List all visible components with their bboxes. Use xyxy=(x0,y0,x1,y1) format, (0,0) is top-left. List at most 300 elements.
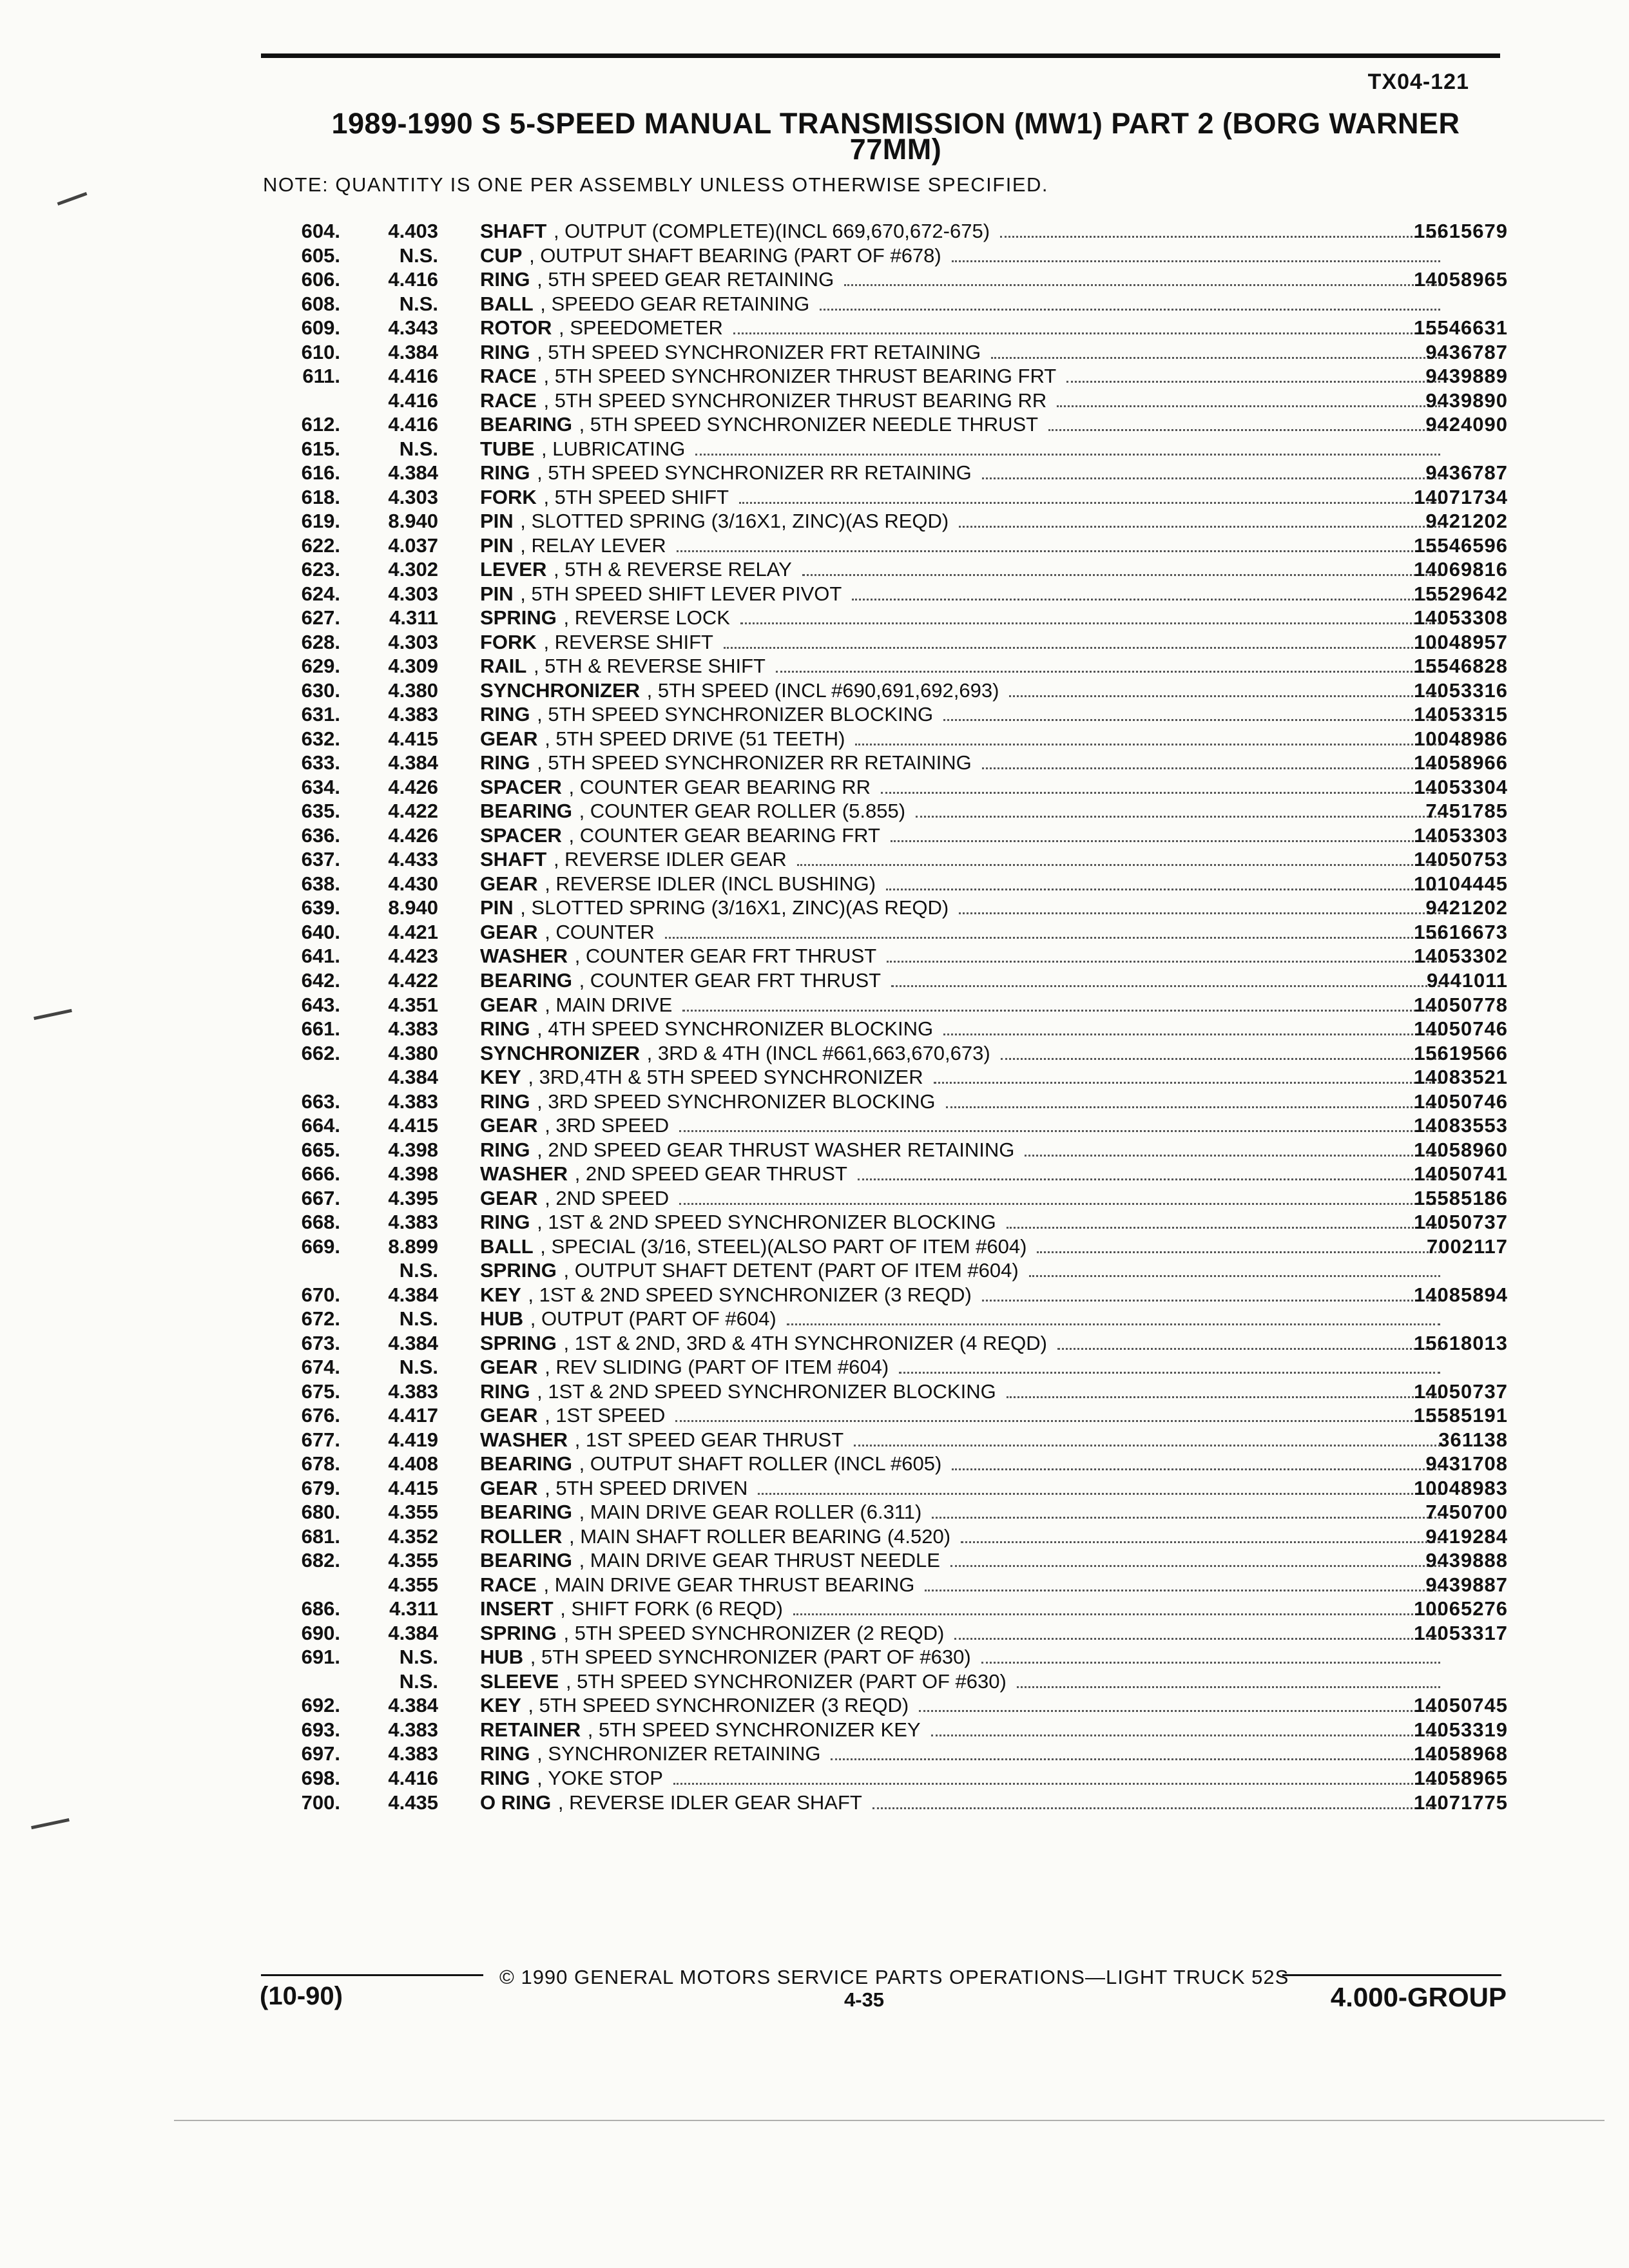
description-separator: , xyxy=(537,485,555,508)
part-description xyxy=(480,461,1447,485)
part-detail: 5TH SPEED SYNCHRONIZER FRT RETAINING xyxy=(548,340,981,363)
description-separator: , xyxy=(573,1549,590,1572)
part-detail: 3RD SPEED xyxy=(555,1114,670,1137)
description-separator: , xyxy=(514,510,532,533)
reference-number: 678. xyxy=(301,1452,340,1475)
reference-number: 609. xyxy=(301,316,340,340)
group-number: 4.343 xyxy=(388,316,438,340)
part-number: 14083553 xyxy=(1414,1114,1508,1137)
reference-number: 670. xyxy=(301,1283,340,1306)
dot-leader xyxy=(1048,414,1440,431)
dot-leader xyxy=(881,776,1440,794)
part-row xyxy=(303,1331,1508,1356)
part-number: 9421202 xyxy=(1425,510,1508,533)
group-number: 4.416 xyxy=(388,268,438,291)
part-name: BEARING xyxy=(480,1501,572,1524)
part-description xyxy=(480,1500,1447,1524)
part-description xyxy=(480,1766,1447,1790)
part-name: ROLLER xyxy=(480,1524,563,1548)
dot-leader xyxy=(724,631,1440,649)
dot-leader xyxy=(899,1356,1440,1374)
part-number: 9436787 xyxy=(1425,461,1508,485)
group-number: 4.430 xyxy=(388,872,438,895)
group-number: 4.422 xyxy=(388,800,438,823)
part-name: SPRING xyxy=(480,1621,557,1644)
group-number: 4.415 xyxy=(388,727,438,750)
part-number: 14058965 xyxy=(1414,268,1508,291)
dot-leader xyxy=(1007,1211,1440,1229)
part-number: 7450700 xyxy=(1425,1501,1508,1524)
description-separator: , xyxy=(514,533,532,557)
part-row xyxy=(303,1791,1508,1815)
group-number: 8.940 xyxy=(388,896,438,919)
part-row xyxy=(303,896,1508,920)
part-row xyxy=(303,219,1508,244)
part-description xyxy=(480,1476,1447,1500)
part-row xyxy=(303,1548,1508,1573)
dot-leader xyxy=(961,1526,1440,1543)
dot-leader xyxy=(982,462,1440,479)
part-row xyxy=(303,1258,1508,1283)
part-row xyxy=(303,461,1508,485)
description-separator: , xyxy=(539,993,556,1016)
description-separator: , xyxy=(569,1428,586,1451)
group-number: 8.940 xyxy=(388,510,438,533)
part-name: RACE xyxy=(480,365,537,388)
part-description xyxy=(480,1090,1447,1113)
dot-leader xyxy=(673,1767,1440,1785)
dot-leader xyxy=(1057,390,1440,407)
dot-leader xyxy=(776,655,1440,673)
group-number: 4.419 xyxy=(388,1428,438,1451)
reference-number: 623. xyxy=(301,558,340,581)
part-row xyxy=(303,993,1508,1017)
description-separator: , xyxy=(531,1138,548,1161)
group-number: 4.403 xyxy=(388,220,438,242)
dot-leader xyxy=(831,1743,1440,1760)
part-name: SYNCHRONIZER xyxy=(480,678,641,702)
description-separator: , xyxy=(522,1283,539,1306)
part-description xyxy=(480,1041,1447,1065)
part-number: 15529642 xyxy=(1414,582,1508,605)
group-number: N.S. xyxy=(399,1259,438,1282)
part-detail: OUTPUT (COMPLETE)(INCL 669,670,672-675) xyxy=(564,220,990,242)
reference-number: 635. xyxy=(301,800,340,823)
part-detail: MAIN DRIVE xyxy=(555,993,673,1016)
part-description xyxy=(480,1645,1447,1669)
group-number: 4.426 xyxy=(388,775,438,798)
part-name: PIN xyxy=(480,533,514,557)
reference-number: 630. xyxy=(301,678,340,702)
part-row xyxy=(303,1476,1508,1501)
group-number: N.S. xyxy=(399,292,438,315)
part-detail: MAIN DRIVE GEAR ROLLER (6.311) xyxy=(590,1501,922,1524)
reference-number: 636. xyxy=(301,823,340,847)
part-name: RING xyxy=(480,1017,530,1041)
description-separator: , xyxy=(525,1307,542,1331)
top-rule xyxy=(261,53,1500,58)
reference-number: 624. xyxy=(301,582,340,605)
part-detail: 3RD & 4TH (INCL #661,663,670,673) xyxy=(657,1041,990,1064)
part-row xyxy=(303,1355,1508,1379)
part-number: 14058965 xyxy=(1414,1767,1508,1789)
part-number: 15619566 xyxy=(1414,1041,1508,1064)
reference-number: 672. xyxy=(301,1307,340,1331)
group-number: 4.423 xyxy=(388,945,438,968)
dot-leader xyxy=(682,994,1440,1012)
part-detail: 1ST SPEED GEAR THRUST xyxy=(585,1428,844,1451)
part-number: 15618013 xyxy=(1414,1331,1508,1354)
part-row xyxy=(303,1573,1508,1597)
dot-leader xyxy=(981,1646,1440,1664)
part-detail: 5TH & REVERSE RELAY xyxy=(564,558,792,581)
dot-leader xyxy=(943,704,1440,721)
description-separator: , xyxy=(539,1476,556,1499)
description-separator: , xyxy=(548,220,565,242)
page-number: 4-35 xyxy=(844,1988,885,2011)
dot-leader xyxy=(1066,365,1440,383)
part-detail: 1ST SPEED xyxy=(555,1404,666,1427)
part-row xyxy=(303,1210,1508,1235)
part-row xyxy=(303,654,1508,678)
part-number: 15585191 xyxy=(1414,1404,1508,1427)
part-description xyxy=(480,702,1447,726)
part-row xyxy=(303,292,1508,316)
part-description xyxy=(480,1452,1447,1475)
part-number: 14050753 xyxy=(1414,848,1508,871)
dot-leader xyxy=(844,269,1440,286)
reference-number: 608. xyxy=(301,292,340,315)
group-number: 4.415 xyxy=(388,1114,438,1137)
group-number: 4.417 xyxy=(388,1404,438,1427)
group-number: 4.384 xyxy=(388,1283,438,1306)
group-number: 4.352 xyxy=(388,1524,438,1548)
description-separator: , xyxy=(539,920,556,943)
part-number: 14050737 xyxy=(1414,1211,1508,1234)
description-separator: , xyxy=(537,630,555,653)
group-number: 4.303 xyxy=(388,582,438,605)
part-name: GEAR xyxy=(480,727,538,750)
part-detail: 5TH SPEED SYNCHRONIZER (PART OF #630) xyxy=(541,1646,971,1669)
part-number: 7002117 xyxy=(1427,1235,1508,1258)
description-separator: , xyxy=(525,1646,542,1669)
part-number: 15546596 xyxy=(1414,533,1508,557)
description-separator: , xyxy=(531,1211,548,1234)
dot-leader xyxy=(679,1187,1440,1205)
part-detail: SLOTTED SPRING (3/16X1, ZINC)(AS REQD) xyxy=(531,510,949,533)
reference-number: 618. xyxy=(301,485,340,508)
reference-number: 612. xyxy=(301,413,340,436)
scan-edge-line xyxy=(174,2120,1605,2121)
reference-number: 642. xyxy=(301,968,340,992)
part-description xyxy=(480,219,1447,243)
dot-leader xyxy=(740,607,1440,624)
dot-leader xyxy=(852,583,1440,601)
description-separator: , xyxy=(537,1573,555,1596)
dot-leader xyxy=(665,921,1440,939)
part-row xyxy=(303,1718,1508,1742)
part-number: 14085894 xyxy=(1414,1283,1508,1306)
part-name: RING xyxy=(480,1767,530,1789)
group-number: 4.421 xyxy=(388,920,438,943)
dot-leader xyxy=(679,1115,1440,1132)
description-separator: , xyxy=(573,413,590,436)
part-detail: COUNTER GEAR BEARING RR xyxy=(579,775,871,798)
group-number: 4.383 xyxy=(388,1379,438,1403)
part-row xyxy=(303,1017,1508,1041)
description-separator: , xyxy=(569,1162,586,1186)
part-detail: 5TH & REVERSE SHIFT xyxy=(545,655,766,678)
group-number: 4.383 xyxy=(388,1742,438,1765)
part-row xyxy=(303,606,1508,630)
copyright-notice: © 1990 GENERAL MOTORS SERVICE PARTS OPERATIONS—LIGHT TRUCK 52S xyxy=(499,1966,1289,1988)
dot-leader xyxy=(943,1018,1440,1035)
part-row xyxy=(303,1524,1508,1549)
dot-leader xyxy=(793,1598,1440,1615)
reference-number: 637. xyxy=(301,848,340,871)
part-number: 9439888 xyxy=(1425,1549,1508,1572)
dot-leader xyxy=(675,1405,1440,1422)
part-description xyxy=(480,267,1447,291)
part-description xyxy=(480,1307,1447,1331)
part-detail: COUNTER GEAR BEARING FRT xyxy=(579,823,880,847)
group-number: 4.311 xyxy=(389,606,438,629)
dot-leader xyxy=(950,1550,1440,1567)
part-row xyxy=(303,316,1508,340)
part-detail: SHIFT FORK (6 REQD) xyxy=(571,1597,783,1620)
description-separator: , xyxy=(523,244,541,267)
part-description xyxy=(480,485,1447,509)
part-detail: 5TH SPEED SYNCHRONIZER BLOCKING xyxy=(548,703,934,726)
part-row xyxy=(303,872,1508,896)
part-detail: COUNTER GEAR ROLLER (5.855) xyxy=(590,800,906,823)
part-name: GEAR xyxy=(480,1186,538,1209)
part-row xyxy=(303,1138,1508,1162)
reference-number: 633. xyxy=(301,751,340,774)
part-name: RING xyxy=(480,1211,530,1234)
dot-leader xyxy=(802,559,1440,576)
part-detail: 5TH SPEED SHIFT LEVER PIVOT xyxy=(531,582,842,605)
part-description xyxy=(480,437,1447,461)
part-row xyxy=(303,1500,1508,1524)
description-separator: , xyxy=(557,1259,575,1282)
description-separator: , xyxy=(539,1186,556,1209)
reference-number: 631. xyxy=(301,703,340,726)
group-number: 4.383 xyxy=(388,703,438,726)
dot-leader xyxy=(916,800,1440,818)
part-name: GEAR xyxy=(480,1476,538,1499)
part-number: 14071775 xyxy=(1414,1791,1508,1814)
part-name: RING xyxy=(480,461,530,485)
dot-leader xyxy=(1007,1381,1440,1398)
reference-number: 668. xyxy=(301,1211,340,1234)
part-row xyxy=(303,1766,1508,1791)
dot-leader xyxy=(886,873,1440,890)
dot-leader xyxy=(946,1091,1440,1108)
reference-number: 616. xyxy=(301,461,340,485)
part-description xyxy=(480,1742,1447,1765)
part-row xyxy=(303,1113,1508,1138)
part-name: GEAR xyxy=(480,1114,538,1137)
part-row xyxy=(303,267,1508,292)
dot-leader xyxy=(891,825,1440,842)
description-separator: , xyxy=(531,461,548,485)
part-detail: 5TH SPEED (INCL #690,691,692,693) xyxy=(657,678,999,702)
dot-leader xyxy=(1057,1332,1440,1350)
part-detail: 2ND SPEED GEAR THRUST xyxy=(585,1162,847,1186)
dot-leader xyxy=(959,510,1440,528)
group-number: 4.384 xyxy=(388,1621,438,1644)
part-name: GEAR xyxy=(480,993,538,1016)
part-name: PIN xyxy=(480,510,514,533)
part-number: 14071734 xyxy=(1414,485,1508,508)
group-number: 4.380 xyxy=(388,1041,438,1064)
description-separator: , xyxy=(537,365,555,388)
part-name: RETAINER xyxy=(480,1718,581,1741)
group-number: 4.303 xyxy=(388,485,438,508)
part-number: 14058968 xyxy=(1414,1742,1508,1765)
description-separator: , xyxy=(531,1767,548,1789)
group-number: 4.383 xyxy=(388,1211,438,1234)
reference-number: 676. xyxy=(301,1404,340,1427)
description-separator: , xyxy=(528,655,545,678)
description-separator: , xyxy=(557,606,575,629)
part-description xyxy=(480,678,1447,702)
part-name: HUB xyxy=(480,1646,524,1669)
description-separator: , xyxy=(514,896,532,919)
part-description xyxy=(480,1138,1447,1162)
part-description xyxy=(480,557,1447,581)
part-number: 10104445 xyxy=(1414,872,1508,895)
reference-number: 664. xyxy=(301,1114,340,1137)
group-number: 4.384 xyxy=(388,340,438,363)
part-detail: MAIN SHAFT ROLLER BEARING (4.520) xyxy=(580,1524,951,1548)
part-description xyxy=(480,364,1447,388)
part-number: 14050746 xyxy=(1414,1017,1508,1041)
description-separator: , xyxy=(531,1742,548,1765)
revision-date: (10-90) xyxy=(260,1982,343,2010)
reference-number: 632. xyxy=(301,727,340,750)
part-description xyxy=(480,654,1447,678)
part-row xyxy=(303,1645,1508,1669)
part-description xyxy=(480,775,1447,799)
group-number: 4.384 xyxy=(388,1066,438,1089)
part-row xyxy=(303,437,1508,461)
part-number: 14050741 xyxy=(1414,1162,1508,1186)
group-number: N.S. xyxy=(399,1669,438,1693)
part-number: 14053319 xyxy=(1414,1718,1508,1741)
part-description xyxy=(480,1331,1447,1355)
dot-leader xyxy=(887,945,1440,963)
part-row xyxy=(303,1186,1508,1211)
description-separator: , xyxy=(553,316,570,340)
part-row xyxy=(303,364,1508,389)
part-name: WASHER xyxy=(480,945,568,968)
group-number: 4.383 xyxy=(388,1718,438,1741)
description-separator: , xyxy=(563,1524,581,1548)
description-separator: , xyxy=(539,1404,556,1427)
reference-number: 675. xyxy=(301,1379,340,1403)
part-description xyxy=(480,389,1447,412)
part-row xyxy=(303,1065,1508,1090)
part-detail: 3RD SPEED SYNCHRONIZER BLOCKING xyxy=(548,1090,936,1113)
part-name: RING xyxy=(480,1090,530,1113)
document-code: TX04-121 xyxy=(1367,70,1469,94)
dot-leader xyxy=(934,1066,1440,1084)
part-row xyxy=(303,678,1508,703)
part-detail: 2ND SPEED GEAR THRUST WASHER RETAINING xyxy=(548,1138,1015,1161)
reference-number: 663. xyxy=(301,1090,340,1113)
description-separator: , xyxy=(534,1235,552,1258)
part-row xyxy=(303,1379,1508,1404)
dot-leader xyxy=(872,1792,1440,1809)
description-separator: , xyxy=(531,268,548,291)
part-name: BEARING xyxy=(480,800,572,823)
description-separator: , xyxy=(560,1669,577,1693)
part-row xyxy=(303,557,1508,582)
part-name: RACE xyxy=(480,1573,537,1596)
group-number: 4.416 xyxy=(388,389,438,412)
part-row xyxy=(303,582,1508,606)
description-separator: , xyxy=(563,823,580,847)
part-number: 10048983 xyxy=(1414,1476,1508,1499)
part-number: 9421202 xyxy=(1425,896,1508,919)
dot-leader xyxy=(925,1574,1440,1591)
description-separator: , xyxy=(531,703,548,726)
part-description xyxy=(480,1235,1447,1258)
dot-leader xyxy=(982,752,1440,769)
part-name: RING xyxy=(480,340,530,363)
part-detail: MAIN DRIVE GEAR THRUST NEEDLE xyxy=(590,1549,940,1572)
reference-number: 690. xyxy=(301,1621,340,1644)
part-row xyxy=(303,1041,1508,1066)
part-name: SLEEVE xyxy=(480,1669,559,1693)
reference-number: 662. xyxy=(301,1041,340,1064)
dot-leader xyxy=(952,245,1440,262)
part-description xyxy=(480,1379,1447,1403)
part-description xyxy=(480,630,1447,654)
reference-number: 615. xyxy=(301,437,340,460)
parts-list xyxy=(303,219,1508,1814)
part-number: 15546828 xyxy=(1414,655,1508,678)
binding-hole-mark xyxy=(57,192,88,206)
part-row xyxy=(303,1428,1508,1452)
description-separator: , xyxy=(641,678,658,702)
part-description xyxy=(480,340,1447,364)
part-name: SPRING xyxy=(480,1259,557,1282)
description-separator: , xyxy=(539,727,556,750)
reference-number: 619. xyxy=(301,510,340,533)
part-detail: 5TH SPEED SHIFT xyxy=(554,485,729,508)
reference-number: 629. xyxy=(301,655,340,678)
part-number: 14050746 xyxy=(1414,1090,1508,1113)
dot-leader xyxy=(1009,680,1440,697)
part-detail: 5TH SPEED GEAR RETAINING xyxy=(548,268,834,291)
part-description xyxy=(480,244,1447,267)
group-number: 4.384 xyxy=(388,751,438,774)
part-number: 14058960 xyxy=(1414,1138,1508,1161)
reference-number: 604. xyxy=(301,220,340,242)
part-description xyxy=(480,1621,1447,1645)
dot-leader xyxy=(919,1695,1440,1712)
dot-leader xyxy=(959,897,1440,914)
part-row xyxy=(303,1669,1508,1694)
dot-leader xyxy=(1000,220,1440,238)
description-separator: , xyxy=(539,872,556,895)
part-row xyxy=(303,847,1508,872)
reference-number: 697. xyxy=(301,1742,340,1765)
group-number: 4.302 xyxy=(388,558,438,581)
